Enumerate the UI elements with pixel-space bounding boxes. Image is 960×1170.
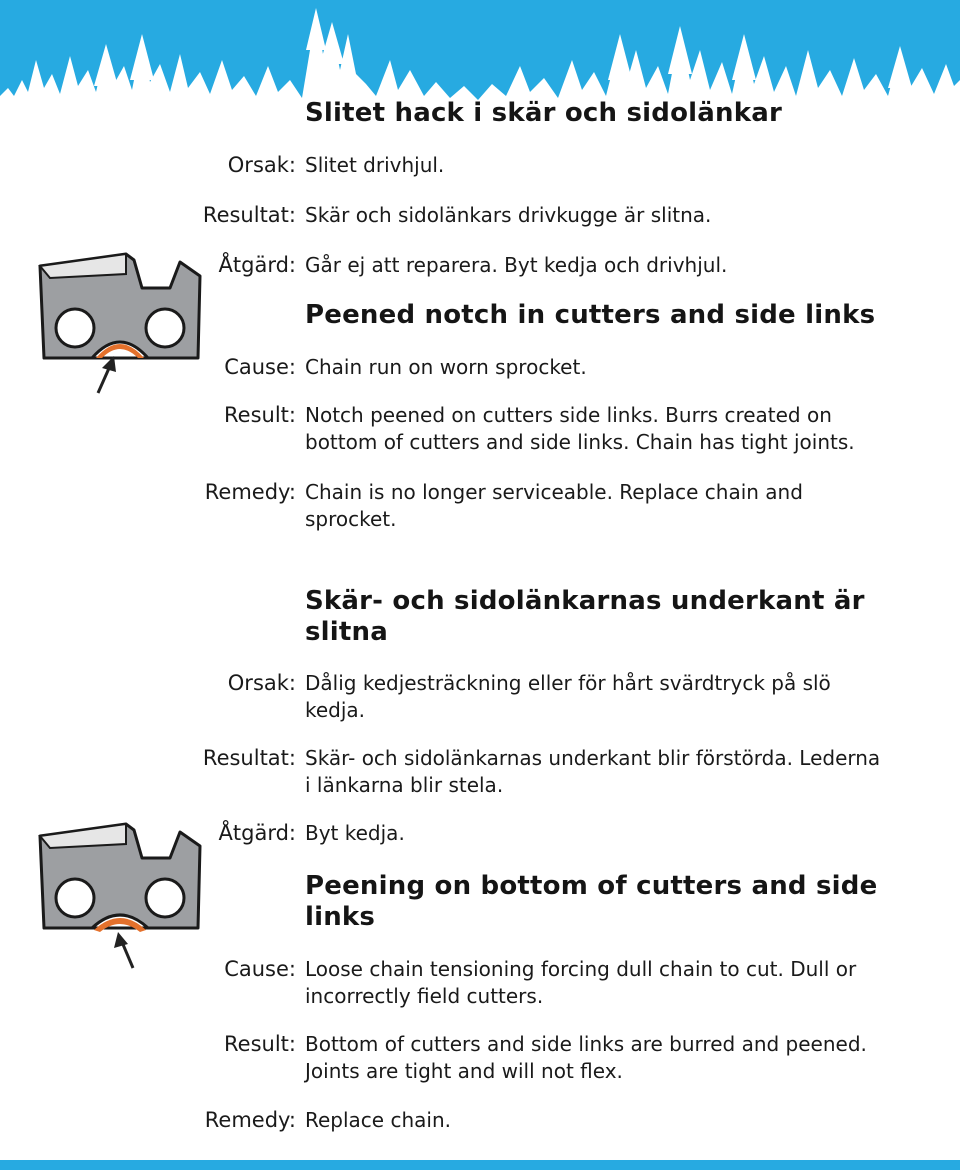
row-text: Chain is no longer serviceable. Replace chain and sprocket. (305, 480, 803, 531)
row-label: Resultat: (202, 203, 296, 227)
pointer-arrow-icon (114, 932, 133, 968)
row-text: Loose chain tensioning forcing dull chain to cut. Dull or incorrectly field cutters. (305, 957, 857, 1008)
row-text: Replace chain. (305, 1108, 451, 1132)
row-label: Cause: (224, 355, 296, 379)
pointer-arrow-icon (98, 356, 116, 393)
section-4-heading: Peening on bottom of cutters and side links (305, 871, 878, 932)
row-label: Remedy: (204, 1108, 296, 1132)
row-text: Slitet drivhjul. (305, 153, 445, 177)
row-label: Remedy: (204, 480, 296, 504)
row-label: Åtgärd: (218, 821, 296, 845)
section-1-heading: Slitet hack i skär och sidolänkar (305, 98, 782, 128)
row-text: Skär och sidolänkars drivkugge är slitna. (305, 203, 712, 227)
peened-notch-illustration (30, 248, 220, 398)
row-label: Resultat: (202, 746, 296, 770)
row-text: Chain run on worn sprocket. (305, 355, 587, 379)
row-label: Åtgärd: (218, 253, 296, 277)
section-2-heading: Peened notch in cutters and side links (305, 300, 876, 330)
peened-bottom-illustration (30, 818, 220, 978)
row-text: Byt kedja. (305, 821, 405, 845)
row-label: Result: (224, 1032, 296, 1056)
section-3-heading: Skär- och sidolänkarnas underkant är slitna (305, 586, 865, 647)
row-text: Skär- och sidolänkarnas underkant blir förstörda. Lederna i länkarna blir stela. (305, 746, 881, 797)
row-text: Går ej att reparera. Byt kedja och drivhjul. (305, 253, 728, 277)
row-label: Orsak: (227, 153, 296, 177)
bottom-blue-bar (0, 1160, 960, 1170)
row-label: Orsak: (227, 671, 296, 695)
row-label: Result: (224, 403, 296, 427)
row-label: Cause: (224, 957, 296, 981)
row-text: Dålig kedjesträckning eller för hårt svärdtryck på slö kedja. (305, 671, 831, 722)
row-text: Bottom of cutters and side links are burred and peened. Joints are tight and will not flex. (305, 1032, 867, 1083)
row-text: Notch peened on cutters side links. Burrs created on bottom of cutters and side links. Chain has tight joints. (305, 403, 855, 454)
